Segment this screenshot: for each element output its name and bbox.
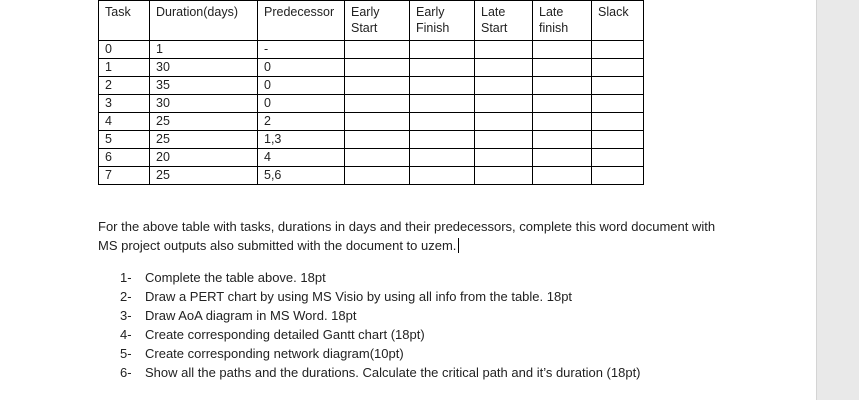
cell-late-finish[interactable] — [533, 77, 592, 95]
table-row — [99, 113, 644, 131]
cell-late-finish[interactable] — [533, 113, 592, 131]
table-row — [99, 95, 644, 113]
list-item-text: Create corresponding network diagram(10pt) — [145, 346, 404, 361]
cell-slack[interactable] — [592, 167, 644, 185]
cell-early-finish[interactable] — [410, 113, 475, 131]
cell-duration[interactable]: 25 — [150, 113, 258, 131]
cell-task[interactable]: 4 — [99, 113, 150, 131]
cell-slack[interactable] — [592, 95, 644, 113]
cell-late-finish[interactable] — [533, 167, 592, 185]
list-item-text: Draw a PERT chart by using MS Visio by using all info from the table. 18pt — [145, 289, 573, 304]
list-item[interactable] — [120, 287, 641, 306]
cell-late-finish[interactable] — [533, 41, 592, 59]
cell-late-start[interactable] — [475, 167, 533, 185]
window-margin — [816, 0, 859, 400]
text-cursor — [458, 238, 459, 253]
cell-early-start[interactable] — [345, 95, 410, 113]
cell-early-start[interactable] — [345, 41, 410, 59]
cell-early-start[interactable] — [345, 131, 410, 149]
table-row — [99, 41, 644, 59]
table-row — [99, 59, 644, 77]
list-item-number: 4- — [120, 327, 132, 342]
header-early-start-line2: Start — [351, 21, 378, 35]
cell-predecessor[interactable]: - — [258, 41, 345, 59]
header-early-start[interactable] — [345, 1, 410, 41]
cell-early-finish[interactable] — [410, 59, 475, 77]
cell-late-start[interactable] — [475, 59, 533, 77]
list-item-number: 5- — [120, 346, 132, 361]
cell-early-finish[interactable] — [410, 41, 475, 59]
list-item-number: 3- — [120, 308, 132, 323]
cell-late-start[interactable] — [475, 77, 533, 95]
list-item-text: Draw AoA diagram in MS Word. 18pt — [145, 308, 357, 323]
cell-slack[interactable] — [592, 113, 644, 131]
cell-duration[interactable]: 35 — [150, 77, 258, 95]
cell-late-start[interactable] — [475, 131, 533, 149]
cell-task[interactable]: 0 — [99, 41, 150, 59]
list-item-text: Create corresponding detailed Gantt chart (18pt) — [145, 327, 425, 342]
cell-slack[interactable] — [592, 59, 644, 77]
list-item[interactable] — [120, 344, 641, 363]
list-item-number: 2- — [120, 289, 132, 304]
cell-duration[interactable]: 30 — [150, 95, 258, 113]
cell-duration[interactable]: 30 — [150, 59, 258, 77]
cell-late-start[interactable] — [475, 95, 533, 113]
cell-duration[interactable]: 25 — [150, 131, 258, 149]
cell-early-start[interactable] — [345, 167, 410, 185]
header-late-finish-line1: Late — [539, 5, 564, 19]
table-header-row — [99, 1, 644, 41]
cell-early-finish[interactable] — [410, 149, 475, 167]
cell-task[interactable]: 5 — [99, 131, 150, 149]
cell-early-start[interactable] — [345, 113, 410, 131]
cell-task[interactable]: 7 — [99, 167, 150, 185]
cell-task[interactable]: 1 — [99, 59, 150, 77]
cell-early-start[interactable] — [345, 149, 410, 167]
table-row — [99, 77, 644, 95]
list-item-text: Show all the paths and the durations. Calculate the critical path and it’s duration (18pt) — [145, 365, 641, 380]
cell-predecessor[interactable]: 0 — [258, 59, 345, 77]
cell-slack[interactable] — [592, 149, 644, 167]
header-duration[interactable]: Duration(days) — [150, 1, 258, 41]
list-item[interactable] — [120, 268, 641, 287]
cell-early-finish[interactable] — [410, 167, 475, 185]
cell-early-start[interactable] — [345, 59, 410, 77]
cell-late-start[interactable] — [475, 41, 533, 59]
table-row — [99, 131, 644, 149]
header-late-start-line1: Late — [481, 5, 506, 19]
list-item-text: Complete the table above. 18pt — [145, 270, 326, 285]
list-item-number: 1- — [120, 270, 132, 285]
cell-task[interactable]: 3 — [99, 95, 150, 113]
header-late-start[interactable] — [475, 1, 533, 41]
cell-slack[interactable] — [592, 41, 644, 59]
table-row — [99, 167, 644, 185]
cell-early-finish[interactable] — [410, 95, 475, 113]
instruction-paragraph[interactable] — [98, 217, 738, 255]
paragraph-text: For the above table with tasks, durations in days and their predecessors, complete this word document with MS project outputs also submitted with the document to uzem. — [98, 219, 716, 253]
cell-predecessor[interactable]: 0 — [258, 95, 345, 113]
instruction-list — [120, 268, 641, 382]
cell-predecessor[interactable]: 1,3 — [258, 131, 345, 149]
cell-task[interactable]: 2 — [99, 77, 150, 95]
header-early-finish-line2: Finish — [416, 21, 450, 35]
header-late-finish-line2: finish — [539, 21, 569, 35]
cell-predecessor[interactable]: 4 — [258, 149, 345, 167]
header-slack[interactable]: Slack — [592, 1, 644, 41]
list-item[interactable] — [120, 306, 641, 325]
cell-early-start[interactable] — [345, 77, 410, 95]
list-item[interactable] — [120, 325, 641, 344]
cell-late-finish[interactable] — [533, 149, 592, 167]
cell-late-start[interactable] — [475, 113, 533, 131]
header-late-finish[interactable] — [533, 1, 592, 41]
list-item-number: 6- — [120, 365, 132, 380]
header-early-start-line1: Early — [351, 5, 380, 19]
cell-late-start[interactable] — [475, 149, 533, 167]
task-table — [98, 0, 644, 185]
cell-slack[interactable] — [592, 131, 644, 149]
cell-slack[interactable] — [592, 77, 644, 95]
header-early-finish-line1: Early — [416, 5, 445, 19]
cell-predecessor[interactable]: 5,6 — [258, 167, 345, 185]
cell-early-finish[interactable] — [410, 77, 475, 95]
cell-duration[interactable]: 1 — [150, 41, 258, 59]
cell-predecessor[interactable]: 0 — [258, 77, 345, 95]
header-early-finish[interactable] — [410, 1, 475, 41]
list-item[interactable] — [120, 363, 641, 382]
cell-task[interactable]: 6 — [99, 149, 150, 167]
cell-late-finish[interactable] — [533, 131, 592, 149]
cell-early-finish[interactable] — [410, 131, 475, 149]
header-late-start-line2: Start — [481, 21, 508, 35]
cell-predecessor[interactable]: 2 — [258, 113, 345, 131]
header-predecessor[interactable]: Predecessor — [258, 1, 345, 41]
cell-duration[interactable]: 25 — [150, 167, 258, 185]
table-row — [99, 149, 644, 167]
cell-late-finish[interactable] — [533, 95, 592, 113]
cell-late-finish[interactable] — [533, 59, 592, 77]
header-task[interactable]: Task — [99, 1, 150, 41]
cell-duration[interactable]: 20 — [150, 149, 258, 167]
